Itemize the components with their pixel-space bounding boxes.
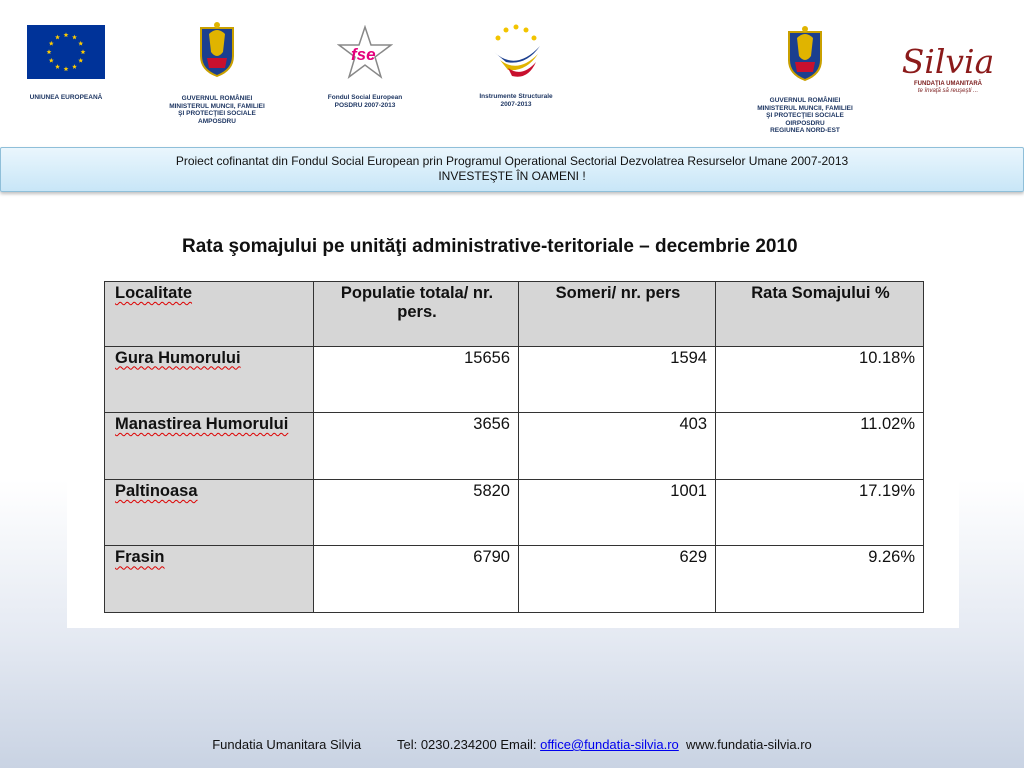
gov-logo-right (748, 26, 862, 135)
cell-rata: 10.18% (716, 346, 924, 413)
banner-line-1: Proiect cofinantat din Fondul Social European prin Programul Operational Sectorial Dezvolatrea Resurselor Umane 2007-2013 (175, 154, 849, 168)
cell-someri: 629 (519, 546, 716, 613)
eu-logo-caption: UNIUNEA EUROPEANĂ (29, 94, 103, 101)
cell-localitate: Manastirea Humorului (105, 413, 314, 480)
cell-someri: 1594 (519, 346, 716, 413)
cell-someri: 403 (519, 413, 716, 480)
silvia-tagline: te învaţă să reuşeşti ... (917, 88, 979, 94)
structural-instruments-icon (486, 22, 546, 82)
cell-populatie: 3656 (314, 413, 519, 480)
romanian-coat-of-arms-icon (785, 26, 825, 82)
table-row (105, 479, 924, 546)
silvia-subtitle: FUNDAŢIA UMANITARĂ (914, 81, 982, 87)
silvia-wordmark: Silvia (901, 42, 995, 81)
cell-rata: 11.02% (716, 413, 924, 480)
cell-someri: 1001 (519, 479, 716, 546)
banner-line-2: INVESTEŞTE ÎN OAMENI ! (438, 169, 586, 183)
fse-star-icon (337, 25, 393, 81)
header-someri: Someri/ nr. pers (519, 282, 716, 347)
table-header-row (105, 282, 924, 347)
gov-logo-left (160, 22, 274, 125)
page-title: Rata şomajului pe unităţi administrative-teritoriale – decembrie 2010 (182, 236, 798, 257)
footer (0, 737, 1024, 752)
footer-tel: Tel: 0230.234200 Email: (396, 737, 541, 752)
logo-bar (0, 0, 1024, 145)
table-row (105, 413, 924, 480)
cell-localitate: Frasin (105, 546, 314, 613)
header-localitate: Localitate (105, 282, 314, 347)
cell-populatie: 6790 (314, 546, 519, 613)
gov-logo-right-caption: GUVERNUL ROMÂNIEI MINISTERUL MUNCII, FAMILIEI ŞI PROTECŢIEI SOCIALE OIRPOSDRU REGIUNEA NORD-EST (757, 97, 853, 134)
footer-org: Fundatia Umanitara Silvia (212, 737, 362, 752)
fse-logo (318, 25, 412, 109)
cofinancing-banner (0, 147, 1024, 192)
cell-populatie: 5820 (314, 479, 519, 546)
header-rata: Rata Somajului % (716, 282, 924, 347)
cell-localitate: Paltinoasa (105, 479, 314, 546)
silvia-logo (888, 44, 1008, 94)
table-row (105, 546, 924, 613)
instrumente-structurale-logo (468, 22, 564, 108)
footer-email-link[interactable]: office@fundatia-silvia.ro (540, 737, 679, 752)
table-row (105, 346, 924, 413)
unemployment-table (104, 281, 924, 613)
cell-populatie: 15656 (314, 346, 519, 413)
fse-logo-caption: Fondul Social European POSDRU 2007-2013 (327, 94, 403, 109)
cell-rata: 17.19% (716, 479, 924, 546)
fse-wordmark: fse (351, 45, 376, 64)
cell-localitate: Gura Humorului (105, 346, 314, 413)
romanian-coat-of-arms-icon (197, 22, 237, 78)
eu-logo (18, 25, 114, 102)
header-populatie: Populatie totala/ nr. pers. (314, 282, 519, 347)
instrumente-logo-caption: Instrumente Structurale 2007-2013 (479, 93, 553, 108)
gov-logo-left-caption: GUVERNUL ROMÂNIEI MINISTERUL MUNCII, FAMILIEI ŞI PROTECŢIEI SOCIALE AMPOSDRU (169, 95, 265, 125)
cell-rata: 9.26% (716, 546, 924, 613)
eu-flag-icon (27, 25, 105, 79)
footer-web: www.fundatia-silvia.ro (686, 737, 812, 752)
